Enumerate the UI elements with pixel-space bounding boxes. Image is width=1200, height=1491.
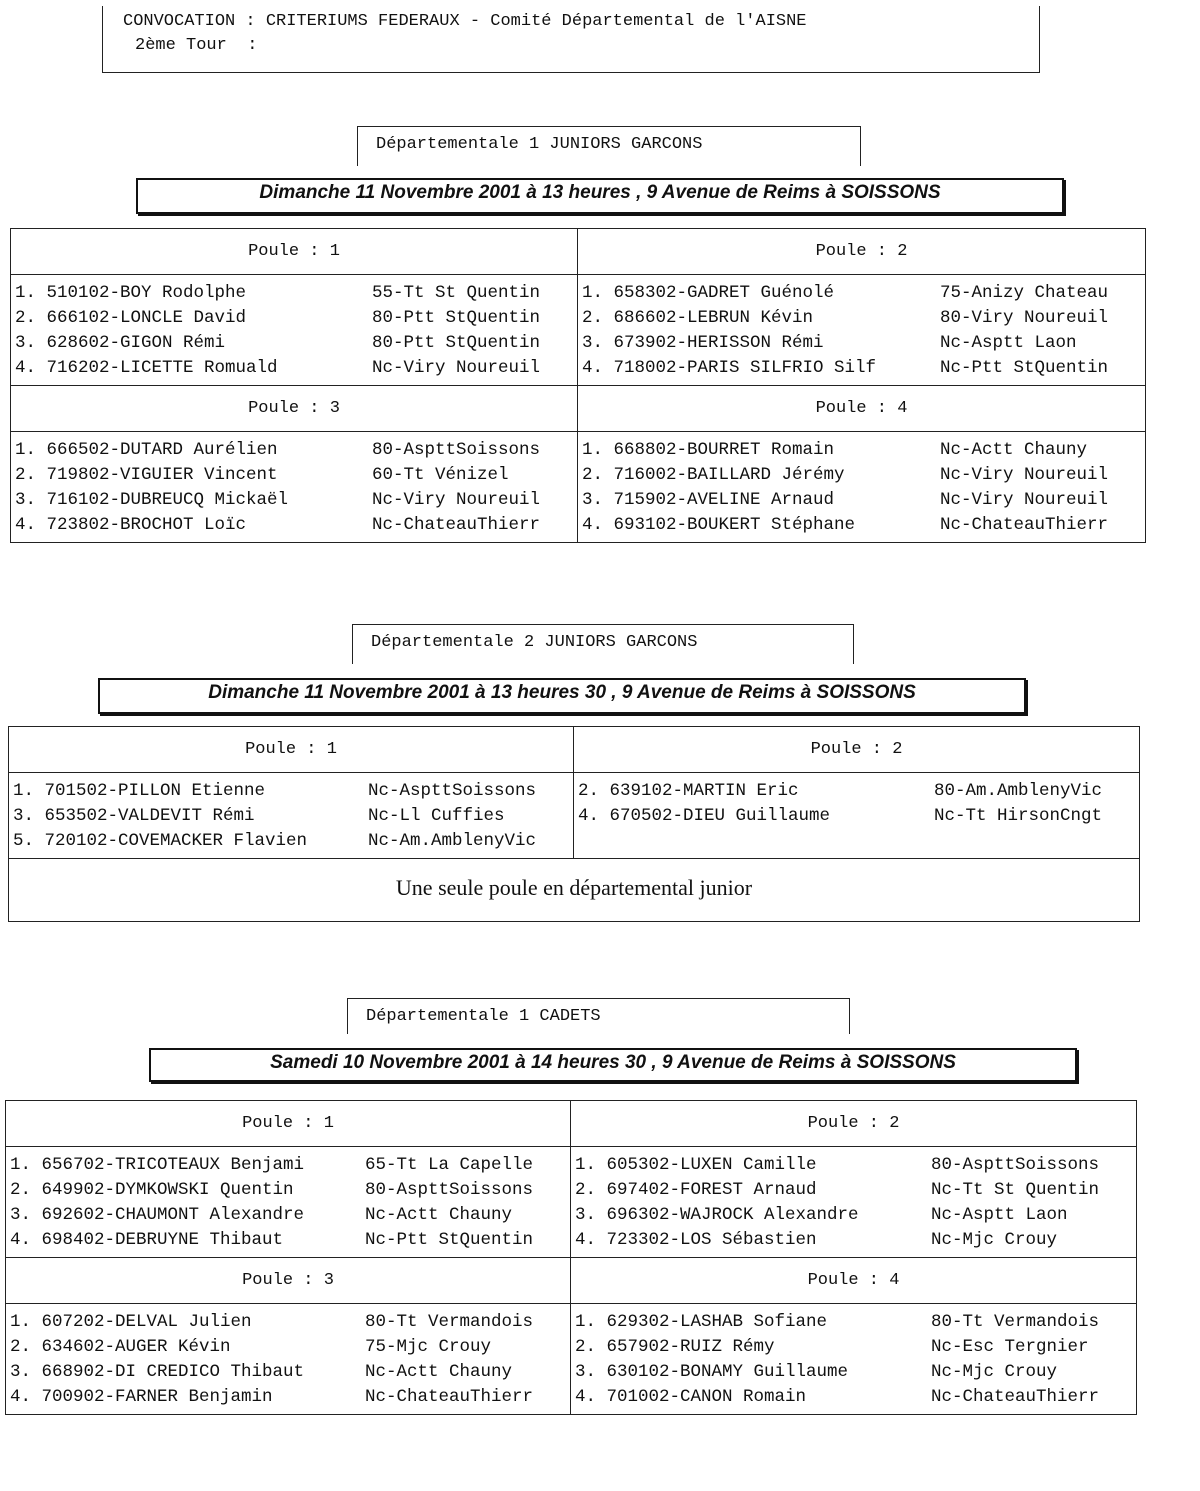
- date-banner-d1-juniors: Dimanche 11 Novembre 2001 à 13 heures , 9 Avenue de Reims à SOISSONS: [136, 178, 1064, 214]
- player-number: 4. 698402-: [10, 1230, 116, 1250]
- player-row: [582, 488, 1145, 513]
- player-number: 4. 716202-: [15, 358, 121, 378]
- player-club: 80-AspttSoissons: [372, 440, 541, 460]
- player-row: [15, 306, 577, 331]
- player-number: 1. 658302-: [582, 283, 688, 303]
- player-club: Nc-Asptt Laon: [940, 333, 1077, 353]
- player-name: PILLON Etienne: [118, 781, 266, 801]
- player-name: CHAUMONT Alexandre: [115, 1205, 305, 1225]
- player-row: [15, 463, 577, 488]
- poule-pair: [11, 229, 1145, 386]
- player-row: [13, 829, 573, 854]
- player-name: DUBREUCQ Mickaël: [120, 490, 289, 510]
- poule-label: Poule : 1: [6, 1101, 571, 1147]
- player-club: Nc-Viry Noureuil: [372, 358, 541, 378]
- poule-pair: [6, 1101, 1136, 1258]
- poule-pair: [11, 386, 1145, 542]
- player-row: [15, 488, 577, 513]
- player-name: BAILLARD Jérémy: [687, 465, 845, 485]
- player-club: 65-Tt La Capelle: [365, 1155, 534, 1175]
- player-club: 80-AspttSoissons: [365, 1180, 534, 1200]
- poule-player-list: [571, 1304, 1136, 1414]
- player-row: [582, 306, 1145, 331]
- section-note: Une seule poule en départemental junior: [395, 875, 753, 900]
- player-name: FOREST Arnaud: [680, 1180, 817, 1200]
- player-row: [582, 438, 1145, 463]
- poule-player-list: [6, 1147, 571, 1258]
- player-number: 3. 653502-: [13, 806, 119, 826]
- player-row: [578, 804, 1139, 829]
- player-number: 3. 696302-: [575, 1205, 681, 1225]
- poule-player-list: [11, 275, 578, 386]
- date-banner-d2-juniors: Dimanche 11 Novembre 2001 à 13 heures 30 , 9 Avenue de Reims à SOISSONS: [98, 678, 1026, 714]
- player-club: 80-Tt Vermandois: [931, 1312, 1100, 1332]
- player-row: [575, 1203, 1136, 1228]
- player-name: BOUKERT Stéphane: [687, 515, 856, 535]
- player-number: 3. 673902-: [582, 333, 688, 353]
- player-name: LONCLE David: [120, 308, 247, 328]
- player-number: 2. 657902-: [575, 1337, 681, 1357]
- player-name: DYMKOWSKI Quentin: [115, 1180, 294, 1200]
- player-club: Nc-Asptt Laon: [931, 1205, 1068, 1225]
- player-row: [575, 1335, 1136, 1360]
- player-name: WAJROCK Alexandre: [680, 1205, 859, 1225]
- player-row: [10, 1228, 570, 1253]
- player-number: 3. 630102-: [575, 1362, 681, 1382]
- poule-pair: [6, 1258, 1136, 1414]
- player-number: 3. 716102-: [15, 490, 121, 510]
- player-row: [582, 356, 1145, 381]
- player-name: DELVAL Julien: [115, 1312, 252, 1332]
- player-club: Nc-Viry Noureuil: [372, 490, 541, 510]
- poule-label: Poule : 4: [571, 1258, 1136, 1304]
- player-number: 1. 656702-: [10, 1155, 116, 1175]
- player-club: Nc-Am.AmblenyVic: [368, 831, 537, 851]
- player-number: 4. 670502-: [578, 806, 684, 826]
- section-title-d2-juniors: Départementale 2 JUNIORS GARCONS: [352, 624, 854, 664]
- player-number: 1. 668802-: [582, 440, 688, 460]
- poule-table-d2-juniors: [8, 726, 1140, 922]
- player-name: BOURRET Romain: [687, 440, 835, 460]
- poule-player-list: [574, 773, 1139, 859]
- player-name: MARTIN Eric: [683, 781, 799, 801]
- player-row: [582, 331, 1145, 356]
- player-row: [582, 281, 1145, 306]
- poule-player-list: [9, 773, 574, 859]
- player-row: [10, 1178, 570, 1203]
- player-club: 75-Mjc Crouy: [365, 1337, 492, 1357]
- player-number: 2. 649902-: [10, 1180, 116, 1200]
- player-club: 80-Viry Noureuil: [940, 308, 1109, 328]
- player-number: 4. 693102-: [582, 515, 688, 535]
- player-row: [15, 438, 577, 463]
- player-name: TRICOTEAUX Benjami: [115, 1155, 305, 1175]
- player-number: 3. 715902-: [582, 490, 688, 510]
- player-number: 3. 692602-: [10, 1205, 116, 1225]
- player-club: 80-Ptt StQuentin: [372, 308, 541, 328]
- player-name: PARIS SILFRIO Silf: [687, 358, 877, 378]
- player-club: Nc-Tt St Quentin: [931, 1180, 1100, 1200]
- player-number: 2. 697402-: [575, 1180, 681, 1200]
- poule-label: Poule : 4: [578, 386, 1145, 432]
- player-club: Nc-Ptt StQuentin: [365, 1230, 534, 1250]
- player-club: Nc-ChateauThierr: [940, 515, 1109, 535]
- player-row: [10, 1153, 570, 1178]
- player-number: 4. 718002-: [582, 358, 688, 378]
- player-number: 4. 723802-: [15, 515, 121, 535]
- player-club: Nc-Mjc Crouy: [931, 1230, 1058, 1250]
- header-title: CONVOCATION : CRITERIUMS FEDERAUX - Comité Départemental de l'AISNE: [123, 12, 807, 31]
- player-row: [10, 1335, 570, 1360]
- player-row: [15, 331, 577, 356]
- player-row: [15, 513, 577, 538]
- player-number: 2. 719802-: [15, 465, 121, 485]
- player-number: 4. 723302-: [575, 1230, 681, 1250]
- player-club: Nc-Actt Chauny: [365, 1205, 513, 1225]
- player-number: 2. 639102-: [578, 781, 684, 801]
- player-name: BONAMY Guillaume: [680, 1362, 849, 1382]
- player-row: [575, 1153, 1136, 1178]
- poule-player-list: [578, 275, 1145, 386]
- player-name: CANON Romain: [680, 1387, 807, 1407]
- player-number: 4. 701002-: [575, 1387, 681, 1407]
- poule-label: Poule : 2: [574, 727, 1139, 773]
- player-club: 80-Ptt StQuentin: [372, 333, 541, 353]
- player-row: [10, 1360, 570, 1385]
- player-row: [575, 1310, 1136, 1335]
- player-club: Nc-Mjc Crouy: [931, 1362, 1058, 1382]
- player-name: VALDEVIT Rémi: [118, 806, 255, 826]
- player-row: [575, 1228, 1136, 1253]
- player-row: [10, 1385, 570, 1410]
- player-name: BOY Rodolphe: [120, 283, 247, 303]
- player-club: Nc-ChateauThierr: [931, 1387, 1100, 1407]
- poule-label: Poule : 1: [11, 229, 578, 275]
- poule-label: Poule : 3: [11, 386, 578, 432]
- poule-player-list: [578, 432, 1145, 542]
- player-number: 2. 634602-: [10, 1337, 116, 1357]
- player-club: Nc-ChateauThierr: [365, 1387, 534, 1407]
- player-name: COVEMACKER Flavien: [118, 831, 308, 851]
- player-club: Nc-Viry Noureuil: [940, 490, 1109, 510]
- poule-label: Poule : 1: [9, 727, 574, 773]
- player-number: 4. 700902-: [10, 1387, 116, 1407]
- player-club: 80-Tt Vermandois: [365, 1312, 534, 1332]
- poule-player-list: [11, 432, 578, 542]
- player-club: Nc-Esc Tergnier: [931, 1337, 1089, 1357]
- player-club: Nc-AspttSoissons: [368, 781, 537, 801]
- player-number: 1. 666502-: [15, 440, 121, 460]
- player-number: 3. 668902-: [10, 1362, 116, 1382]
- player-name: LEBRUN Kévin: [687, 308, 814, 328]
- player-number: 1. 605302-: [575, 1155, 681, 1175]
- player-club: 55-Tt St Quentin: [372, 283, 541, 303]
- player-club: Nc-Ptt StQuentin: [940, 358, 1109, 378]
- player-row: [582, 513, 1145, 538]
- player-club: Nc-Actt Chauny: [940, 440, 1088, 460]
- player-row: [575, 1360, 1136, 1385]
- poule-table-d1-juniors: [10, 228, 1146, 543]
- player-club: 75-Anizy Chateau: [940, 283, 1109, 303]
- player-name: DUTARD Aurélien: [120, 440, 278, 460]
- player-name: BROCHOT Loïc: [120, 515, 247, 535]
- player-row: [575, 1385, 1136, 1410]
- player-club: Nc-ChateauThierr: [372, 515, 541, 535]
- player-number: 1. 510102-: [15, 283, 121, 303]
- poule-pair: [9, 727, 1139, 859]
- player-row: [13, 779, 573, 804]
- player-number: 1. 607202-: [10, 1312, 116, 1332]
- player-club: 80-AspttSoissons: [931, 1155, 1100, 1175]
- player-number: 2. 666102-: [15, 308, 121, 328]
- poule-label: Poule : 2: [571, 1101, 1136, 1147]
- player-name: RUIZ Rémy: [680, 1337, 775, 1357]
- player-name: VIGUIER Vincent: [120, 465, 278, 485]
- date-banner-d1-cadets: Samedi 10 Novembre 2001 à 14 heures 30 , 9 Avenue de Reims à SOISSONS: [149, 1048, 1077, 1082]
- player-name: FARNER Benjamin: [115, 1387, 273, 1407]
- player-row: [10, 1310, 570, 1335]
- player-row: [578, 779, 1139, 804]
- player-club: 60-Tt Vénizel: [372, 465, 509, 485]
- player-club: Nc-Tt HirsonCngt: [934, 806, 1103, 826]
- player-name: HERISSON Rémi: [687, 333, 824, 353]
- player-name: LICETTE Romuald: [120, 358, 278, 378]
- player-number: 2. 686602-: [582, 308, 688, 328]
- player-name: DI CREDICO Thibaut: [115, 1362, 305, 1382]
- poule-table-d1-cadets: [5, 1100, 1137, 1415]
- player-number: 3. 628602-: [15, 333, 121, 353]
- poule-label: Poule : 3: [6, 1258, 571, 1304]
- player-number: 5. 720102-: [13, 831, 119, 851]
- player-name: DIEU Guillaume: [683, 806, 831, 826]
- player-row: [15, 356, 577, 381]
- player-name: AVELINE Arnaud: [687, 490, 835, 510]
- section-title-d1-cadets: Départementale 1 CADETS: [347, 998, 850, 1034]
- player-number: 2. 716002-: [582, 465, 688, 485]
- player-name: GIGON Rémi: [120, 333, 226, 353]
- player-row: [15, 281, 577, 306]
- player-club: Nc-Actt Chauny: [365, 1362, 513, 1382]
- section-title-d1-juniors: Départementale 1 JUNIORS GARCONS: [357, 126, 861, 166]
- player-name: DEBRUYNE Thibaut: [115, 1230, 284, 1250]
- player-row: [13, 804, 573, 829]
- poule-label: Poule : 2: [578, 229, 1145, 275]
- player-name: GADRET Guénolé: [687, 283, 835, 303]
- player-club: Nc-Ll Cuffies: [368, 806, 505, 826]
- player-row: [582, 463, 1145, 488]
- poule-player-list: [6, 1304, 571, 1414]
- player-row: [10, 1203, 570, 1228]
- player-club: Nc-Viry Noureuil: [940, 465, 1109, 485]
- player-number: 1. 701502-: [13, 781, 119, 801]
- player-number: 1. 629302-: [575, 1312, 681, 1332]
- convocation-header: [102, 6, 1040, 73]
- player-name: LUXEN Camille: [680, 1155, 817, 1175]
- player-name: LOS Sébastien: [680, 1230, 817, 1250]
- player-row: [575, 1178, 1136, 1203]
- player-name: AUGER Kévin: [115, 1337, 231, 1357]
- poule-player-list: [571, 1147, 1136, 1258]
- player-name: LASHAB Sofiane: [680, 1312, 828, 1332]
- player-club: 80-Am.AmblenyVic: [934, 781, 1103, 801]
- header-round: 2ème Tour :: [135, 36, 258, 55]
